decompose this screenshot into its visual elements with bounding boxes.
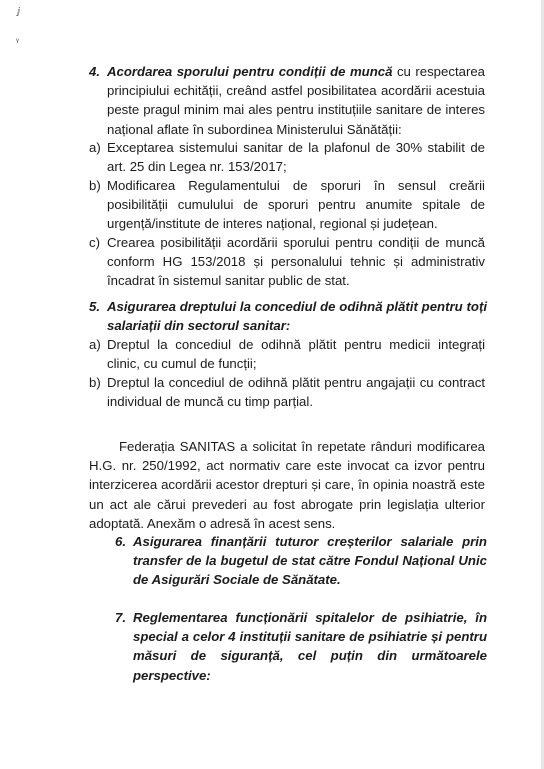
section-6-heading: Asigurarea finanțării tuturor creșterilor salariale prin transfer de la bugetul de stat către Fondul Național Unic de Asigurări Sociale de Sănătate.	[133, 534, 487, 588]
item-text: Dreptul la concediul de odihnă plătit pentru angajații cu contract individual de muncă cu timp parțial.	[107, 375, 485, 410]
margin-mark: ᵞ	[16, 36, 19, 46]
list-item	[89, 176, 485, 234]
body-paragraph: Federația SANITAS a solicitat în repetate rânduri modificarea H.G. nr. 250/1992, act normativ care este invocat ca izvor pentru interzicerea acordării acestor drepturi și care, în opinia noastră este un act ale cărui prevederi au fost abrogate prin legislația ulterior adoptată. Anexăm o adresă în acest sens.	[89, 439, 485, 531]
item-text: Dreptul la concediul de odihnă plătit pentru medicii integrați clinic, cu cumul de funcții;	[107, 337, 485, 372]
item-label: b)	[89, 375, 101, 390]
section-7-heading: Reglementarea funcționării spitalelor de psihiatrie, în special a celor 4 instituții sanitare de psihiatrie și pentru măsuri de siguranță, cel puțin din următoarele perspective:	[133, 610, 487, 683]
section-7	[115, 608, 487, 685]
item-text: Exceptarea sistemului sanitar de la plafonul de 30% stabilit de art. 25 din Legea nr. 153/2017;	[107, 140, 485, 175]
section-6-number: 6.	[115, 534, 126, 549]
list-item	[89, 138, 485, 176]
item-text: Modificarea Regulamentului de sporuri în sensul creării posibilității cumulului de sporuri pentru anumite spitale de urgență/institute de interes național, regional și județean.	[107, 178, 485, 232]
item-label: c)	[89, 235, 100, 250]
margin-mark: ⅉ	[17, 6, 21, 16]
section-4	[89, 62, 485, 139]
item-label: a)	[89, 140, 101, 155]
item-label: b)	[89, 178, 101, 193]
section-5-number: 5.	[89, 299, 100, 314]
section-5	[89, 297, 487, 335]
section-4-number: 4.	[89, 64, 100, 79]
section-5-heading: Asigurarea dreptului la concediul de odihnă plătit pentru toți salariații din sectorul sanitar:	[107, 299, 487, 334]
list-item	[89, 335, 485, 373]
list-item	[89, 373, 485, 411]
section-4-heading: Acordarea sporului pentru condiții de muncă	[107, 64, 393, 79]
section-4-body: cu respectarea principiului echității, creând astfel posibilitatea acordării acestuia peste pragul minim mai ales pentru instituțiile sanitare de interes național aflate în subordinea Ministerului Sănătății:	[107, 64, 486, 137]
item-text: Crearea posibilității acordării sporului pentru condiții de muncă conform HG 153/2018 și personalului tehnic și administrativ încadrat în sistemul sanitar public de stat.	[107, 235, 485, 289]
section-7-number: 7.	[115, 610, 126, 625]
section-6	[115, 532, 487, 590]
item-label: a)	[89, 337, 101, 352]
list-item	[89, 233, 485, 291]
section-4-text	[107, 62, 485, 139]
